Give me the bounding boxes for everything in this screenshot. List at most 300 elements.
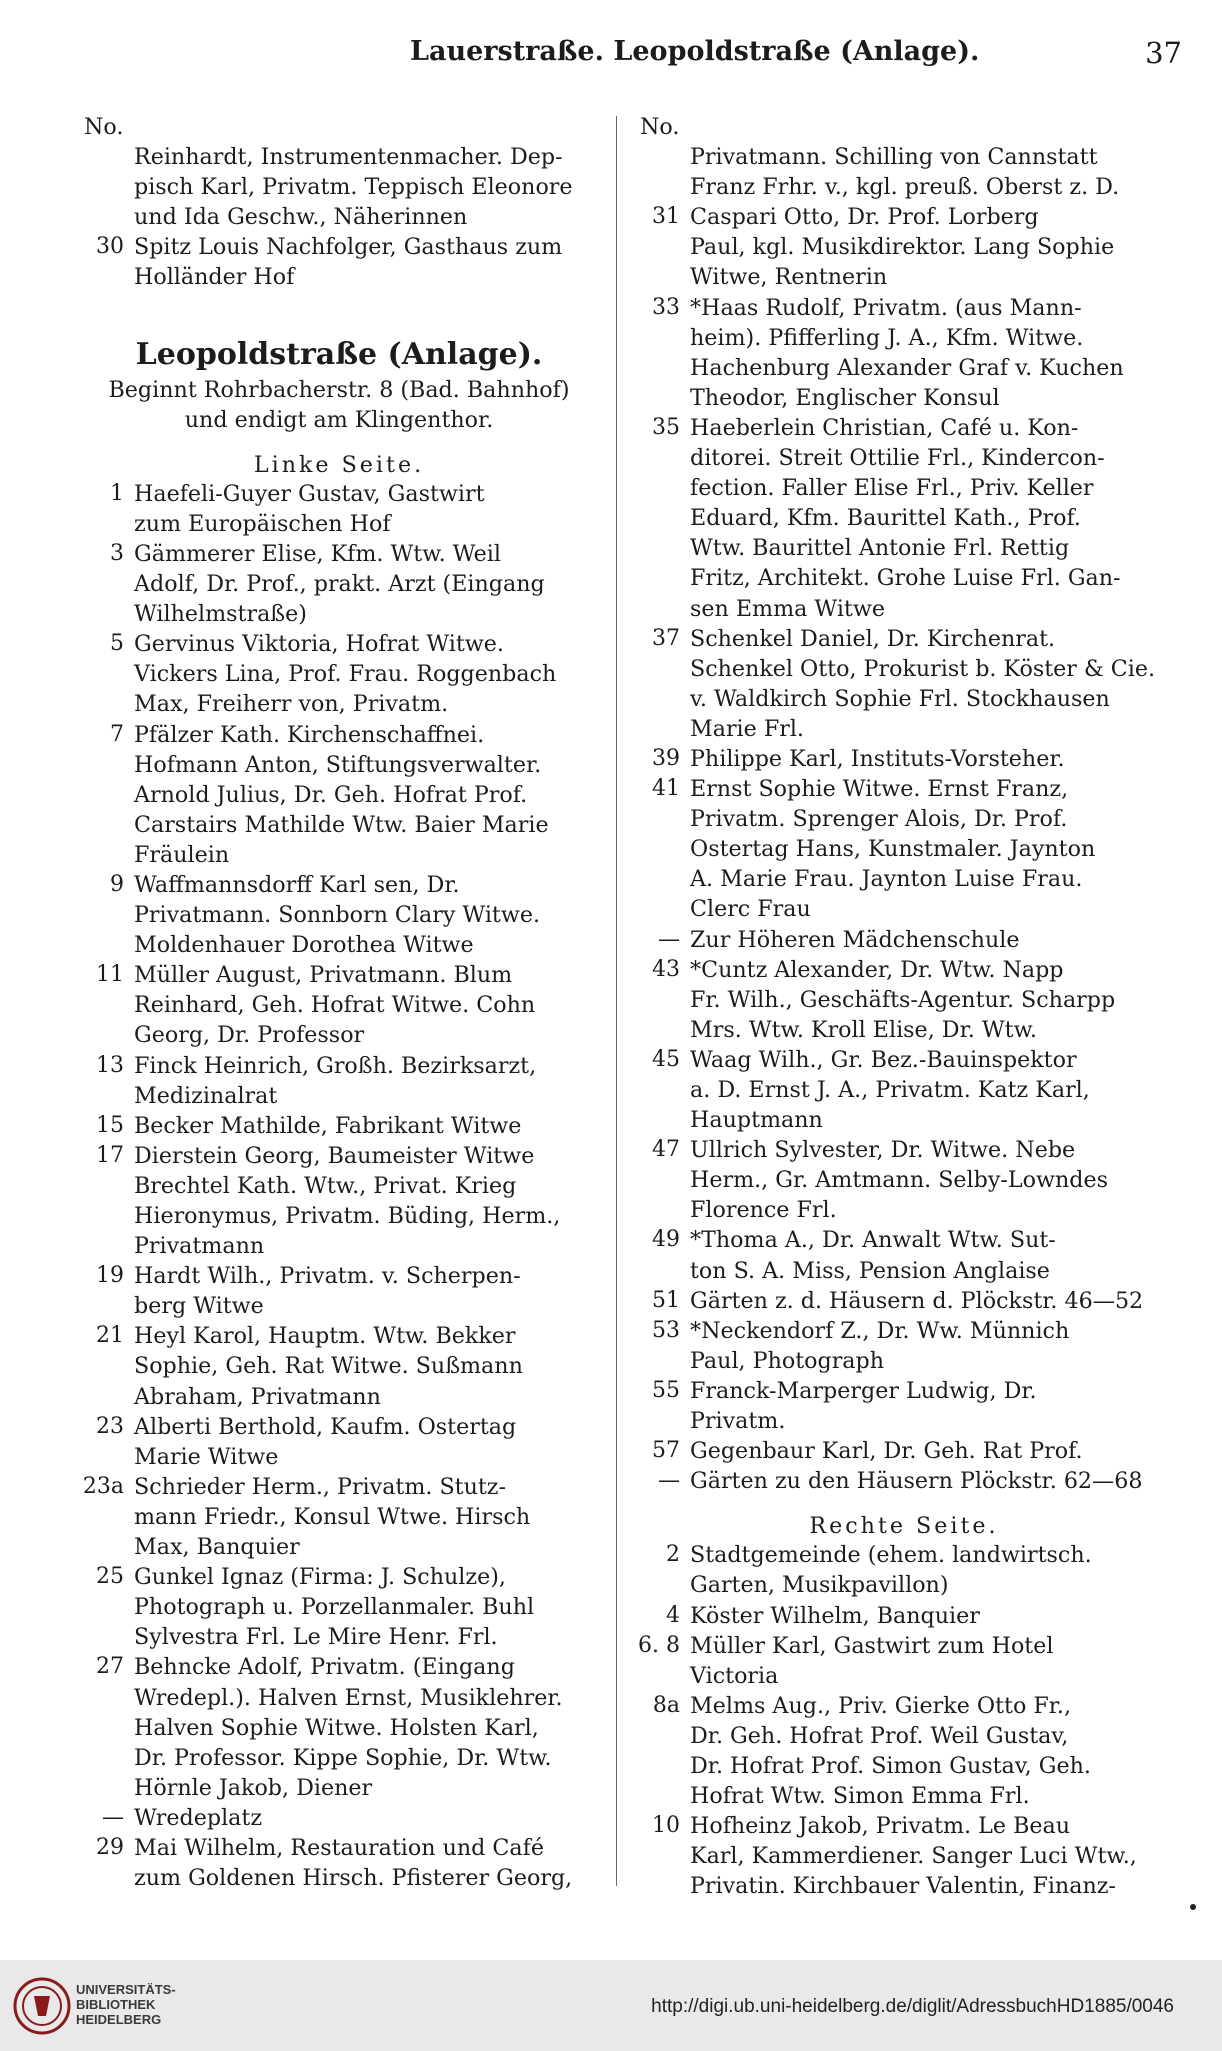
entry-text: Alberti Berthold, Kaufm. Ostertag bbox=[134, 1413, 517, 1440]
right-entries bbox=[634, 202, 1174, 1496]
entry-line bbox=[78, 870, 600, 900]
entry-line bbox=[634, 1781, 1174, 1811]
entry-text: Fräulein bbox=[134, 841, 230, 868]
address-entry bbox=[634, 744, 1174, 774]
entry-line bbox=[634, 1721, 1174, 1751]
entry-line bbox=[634, 1570, 1174, 1600]
entry-text: Spitz Louis Nachfolger, Gasthaus zum bbox=[134, 234, 563, 261]
entry-text: Köster Wilhelm, Banquier bbox=[690, 1602, 980, 1629]
entry-line bbox=[634, 744, 1174, 774]
entry-line bbox=[634, 1406, 1174, 1436]
library-line: BIBLIOTHEK bbox=[76, 1997, 156, 2012]
entry-line bbox=[78, 659, 600, 689]
entry-text: Gervinus Viktoria, Hofrat Witwe. bbox=[134, 631, 504, 658]
library-name bbox=[76, 1982, 176, 2027]
address-entry bbox=[634, 1436, 1174, 1466]
entry-line bbox=[634, 1316, 1174, 1346]
entry-text: Gunkel Ignaz (Firma: J. Schulze), bbox=[134, 1564, 506, 1591]
address-entry bbox=[634, 955, 1174, 1045]
entry-text: Arnold Julius, Dr. Geh. Hofrat Prof. bbox=[134, 781, 528, 808]
entry-line bbox=[634, 624, 1174, 654]
address-entry bbox=[78, 870, 600, 960]
entry-line bbox=[78, 1472, 600, 1502]
entry-text: Halven Sophie Witwe. Holsten Karl, bbox=[134, 1714, 539, 1741]
entry-text: Waag Wilh., Gr. Bez.-Bauinspektor bbox=[690, 1046, 1077, 1073]
house-number: 23a bbox=[82, 1473, 124, 1499]
entry-text: Sylvestra Frl. Le Mire Henr. Frl. bbox=[134, 1624, 498, 1651]
page-number: 37 bbox=[1145, 36, 1182, 70]
house-number: 7 bbox=[110, 721, 124, 747]
address-entry bbox=[78, 1803, 600, 1833]
entry-line bbox=[634, 864, 1174, 894]
right-column bbox=[634, 112, 1174, 1901]
entry-line bbox=[78, 1713, 600, 1743]
entry-line bbox=[634, 1540, 1174, 1570]
house-number: — bbox=[658, 1468, 680, 1494]
address-entry bbox=[634, 925, 1174, 955]
entry-text: Behncke Adolf, Privatm. (Eingang bbox=[134, 1654, 515, 1681]
entry-line bbox=[78, 479, 600, 509]
address-entry bbox=[634, 413, 1174, 624]
entry-text: Müller Karl, Gastwirt zum Hotel bbox=[690, 1632, 1054, 1659]
address-entry bbox=[78, 232, 600, 292]
entry-text: a. D. Ernst J. A., Privatm. Katz Karl, bbox=[690, 1077, 1090, 1103]
address-entry bbox=[78, 1141, 600, 1261]
entry-text: sen Emma Witwe bbox=[690, 595, 885, 622]
entry-line bbox=[634, 1871, 1174, 1901]
continuation-line bbox=[634, 142, 1174, 172]
address-entry bbox=[634, 624, 1174, 744]
address-entry bbox=[78, 1051, 600, 1111]
entry-line bbox=[78, 1351, 600, 1381]
entry-text: Carstairs Mathilde Wtw. Baier Marie bbox=[134, 811, 549, 838]
entry-line bbox=[634, 1015, 1174, 1045]
house-number: 35 bbox=[652, 414, 680, 440]
entry-text: Zur Höheren Mädchenschule bbox=[690, 926, 1020, 953]
entry-line bbox=[634, 323, 1174, 353]
right-entries-2 bbox=[634, 1540, 1174, 1901]
address-entry bbox=[78, 539, 600, 629]
entry-line bbox=[634, 1841, 1174, 1871]
entry-line bbox=[634, 1376, 1174, 1406]
entry-text: Ernst Sophie Witwe. Ernst Franz, bbox=[690, 776, 1069, 803]
entry-text: *Thoma A., Dr. Anwalt Wtw. Sut- bbox=[690, 1227, 1056, 1254]
entry-line bbox=[78, 1141, 600, 1171]
entry-text: Haefeli-Guyer Gustav, Gastwirt bbox=[134, 480, 485, 507]
entry-text: Heyl Karol, Hauptm. Wtw. Bekker bbox=[134, 1323, 516, 1350]
entry-text: Max, Freiherr von, Privatm. bbox=[134, 691, 449, 718]
entry-line bbox=[634, 1811, 1174, 1841]
entry-text: Hachenburg Alexander Graf v. Kuchen bbox=[690, 354, 1124, 381]
entry-line bbox=[634, 1225, 1174, 1255]
entry-line bbox=[634, 1195, 1174, 1225]
entry-line bbox=[634, 1256, 1174, 1286]
entry-text: Hofrat Wtw. Simon Emma Frl. bbox=[690, 1783, 1030, 1810]
entry-text: Victoria bbox=[690, 1662, 779, 1689]
intro-line: und endigt am Klingenthor. bbox=[184, 406, 494, 433]
entry-line bbox=[78, 1532, 600, 1562]
entry-line bbox=[78, 1171, 600, 1201]
entry-line bbox=[78, 750, 600, 780]
address-entry bbox=[634, 202, 1174, 292]
entry-text: Sophie, Geh. Rat Witwe. Sußmann bbox=[134, 1353, 523, 1380]
footer-bar bbox=[0, 1960, 1222, 2051]
house-number: 49 bbox=[652, 1227, 680, 1253]
house-number: 29 bbox=[96, 1834, 124, 1860]
entry-line bbox=[78, 1773, 600, 1803]
entry-text: Hofheinz Jakob, Privatm. Le Beau bbox=[690, 1813, 1071, 1840]
side-heading-left: Linke Seite. bbox=[253, 451, 425, 478]
entry-text: *Haas Rudolf, Privatm. (aus Mann- bbox=[690, 294, 1082, 321]
entry-line bbox=[634, 684, 1174, 714]
entry-line bbox=[634, 804, 1174, 834]
address-entry bbox=[634, 1601, 1174, 1631]
entry-line bbox=[634, 563, 1174, 593]
house-number: 19 bbox=[96, 1263, 124, 1289]
entry-line bbox=[78, 810, 600, 840]
entry-text: Karl, Kammerdiener. Sanger Luci Wtw., bbox=[690, 1843, 1137, 1870]
house-number: 37 bbox=[652, 625, 680, 651]
entry-line bbox=[634, 232, 1174, 262]
entry-text: Gegenbaur Karl, Dr. Geh. Rat Prof. bbox=[690, 1438, 1083, 1465]
house-number: 51 bbox=[652, 1287, 680, 1313]
entry-text: zum Goldenen Hirsch. Pfisterer Georg, bbox=[134, 1865, 573, 1892]
entry-text: Hieronymus, Privatm. Büding, Herm., bbox=[134, 1203, 561, 1229]
address-entry bbox=[78, 1833, 600, 1893]
entry-line bbox=[634, 353, 1174, 383]
entry-text: Garten, Musikpavillon) bbox=[690, 1572, 949, 1599]
entry-line bbox=[78, 1321, 600, 1351]
address-entry bbox=[634, 1691, 1174, 1811]
continuation-line bbox=[78, 172, 600, 202]
page-header bbox=[80, 36, 1182, 76]
entry-line bbox=[78, 262, 600, 292]
house-number: 1 bbox=[110, 480, 124, 506]
house-number: 23 bbox=[96, 1413, 124, 1439]
entry-line bbox=[78, 569, 600, 599]
entry-text: heim). Pfifferling J. A., Kfm. Witwe. bbox=[690, 324, 1084, 351]
entry-line bbox=[634, 1751, 1174, 1781]
entry-line bbox=[78, 1442, 600, 1472]
side-heading-right: Rechte Seite. bbox=[809, 1513, 999, 1540]
entry-text: Paul, Photograph bbox=[690, 1347, 885, 1374]
entry-text: Wilhelmstraße) bbox=[134, 601, 307, 628]
intro-line: Beginnt Rohrbacherstr. 8 (Bad. Bahnhof) bbox=[108, 376, 570, 403]
entry-text: Florence Frl. bbox=[690, 1197, 837, 1224]
entry-text: Franck-Marperger Ludwig, Dr. bbox=[690, 1377, 1037, 1404]
house-number: 4 bbox=[666, 1602, 680, 1628]
house-number: 31 bbox=[652, 204, 680, 230]
no-label: No. bbox=[640, 114, 680, 140]
address-entry bbox=[78, 1472, 600, 1562]
street-heading: Leopoldstraße (Anlage). bbox=[135, 336, 543, 372]
entry-text: Wredepl.). Halven Ernst, Musiklehrer. bbox=[134, 1684, 563, 1711]
address-entry bbox=[78, 960, 600, 1050]
entry-line bbox=[634, 925, 1174, 955]
entry-line bbox=[78, 1863, 600, 1893]
entry-line bbox=[634, 1135, 1174, 1165]
entry-text: A. Marie Frau. Jaynton Luise Frau. bbox=[690, 866, 1083, 893]
entry-text: Reinhard, Geh. Hofrat Witwe. Cohn bbox=[134, 992, 536, 1019]
house-number: 57 bbox=[652, 1438, 680, 1464]
entry-text: Wredeplatz bbox=[134, 1804, 263, 1831]
house-number: 8a bbox=[652, 1692, 680, 1718]
entry-line bbox=[634, 1691, 1174, 1721]
ink-speck bbox=[1190, 1904, 1196, 1910]
address-entry bbox=[78, 1562, 600, 1652]
entry-line bbox=[78, 1261, 600, 1291]
library-line: HEIDELBERG bbox=[76, 2012, 162, 2027]
address-entry bbox=[634, 293, 1174, 413]
entry-text: Clerc Frau bbox=[690, 896, 811, 923]
entry-text: Schenkel Daniel, Dr. Kirchenrat. bbox=[690, 625, 1056, 652]
entry-line bbox=[634, 774, 1174, 804]
house-number: 45 bbox=[652, 1046, 680, 1072]
line-text: Franz Frhr. v., kgl. preuß. Oberst z. D. bbox=[690, 174, 1120, 201]
entry-line bbox=[634, 1165, 1174, 1195]
entry-line bbox=[78, 1111, 600, 1141]
entry-text: Dierstein Georg, Baumeister Witwe bbox=[134, 1142, 535, 1169]
entry-text: Hofmann Anton, Stiftungsverwalter. bbox=[134, 751, 542, 778]
entry-text: Philippe Karl, Instituts-Vorsteher. bbox=[690, 745, 1065, 772]
entry-line bbox=[634, 202, 1174, 232]
entry-text: Max, Banquier bbox=[134, 1534, 300, 1561]
entry-text: Haeberlein Christian, Café u. Kon- bbox=[690, 414, 1079, 441]
entry-text: Abraham, Privatmann bbox=[134, 1383, 381, 1410]
house-number: 43 bbox=[652, 956, 680, 982]
entry-text: Caspari Otto, Dr. Prof. Lorberg bbox=[690, 204, 1039, 231]
entry-text: Schenkel Otto, Prokurist b. Köster & Cie. bbox=[690, 655, 1156, 682]
entry-text: Adolf, Dr. Prof., prakt. Arzt (Eingang bbox=[134, 571, 545, 598]
entry-text: Dr. Hofrat Prof. Simon Gustav, Geh. bbox=[690, 1752, 1091, 1779]
line-text: und Ida Geschw., Näherinnen bbox=[134, 204, 468, 231]
entry-text: Ullrich Sylvester, Dr. Witwe. Nebe bbox=[690, 1137, 1076, 1164]
entry-line bbox=[78, 629, 600, 659]
house-number: 47 bbox=[652, 1137, 680, 1163]
entry-text: ditorei. Streit Ottilie Frl., Kindercon- bbox=[690, 445, 1105, 472]
entry-line bbox=[634, 1601, 1174, 1631]
address-entry bbox=[634, 1316, 1174, 1376]
address-entry bbox=[634, 1376, 1174, 1436]
address-entry bbox=[634, 1540, 1174, 1600]
entry-text: Privatm. bbox=[690, 1408, 786, 1435]
house-number: 10 bbox=[652, 1813, 680, 1839]
address-entry bbox=[634, 1286, 1174, 1316]
entry-line bbox=[78, 840, 600, 870]
house-number: 13 bbox=[96, 1052, 124, 1078]
entry-line bbox=[78, 990, 600, 1020]
entry-text: Finck Heinrich, Großh. Bezirksarzt, bbox=[134, 1052, 537, 1079]
entry-line bbox=[78, 1652, 600, 1682]
entry-line bbox=[78, 1201, 600, 1231]
entry-line bbox=[78, 509, 600, 539]
entry-text: Eduard, Kfm. Baurittel Kath., Prof. bbox=[690, 505, 1081, 532]
house-number: 53 bbox=[652, 1317, 680, 1343]
entry-line bbox=[78, 1051, 600, 1081]
house-number: 55 bbox=[652, 1377, 680, 1403]
house-number: 33 bbox=[652, 294, 680, 320]
street-intro bbox=[78, 375, 600, 435]
entry-line bbox=[634, 1466, 1174, 1496]
entry-text: Becker Mathilde, Fabrikant Witwe bbox=[134, 1112, 522, 1139]
entry-text: mann Friedr., Konsul Wtwe. Hirsch bbox=[134, 1503, 531, 1530]
line-text: Reinhardt, Instrumentenmacher. Dep- bbox=[134, 144, 563, 171]
address-entry bbox=[634, 1466, 1174, 1496]
entry-line bbox=[634, 1286, 1174, 1316]
address-entry bbox=[78, 1111, 600, 1141]
entry-text: Marie Witwe bbox=[134, 1443, 279, 1470]
entry-line bbox=[78, 1412, 600, 1442]
library-seal-icon bbox=[12, 1976, 72, 2036]
entry-text: Privatm. Sprenger Alois, Dr. Prof. bbox=[690, 806, 1068, 833]
house-number: 3 bbox=[110, 540, 124, 566]
entry-text: zum Europäischen Hof bbox=[134, 510, 391, 537]
entry-text: Fritz, Architekt. Grohe Luise Frl. Gan- bbox=[690, 565, 1121, 592]
entry-line bbox=[634, 654, 1174, 684]
entry-line bbox=[634, 1631, 1174, 1661]
address-entry bbox=[634, 1135, 1174, 1225]
entry-line bbox=[78, 599, 600, 629]
entry-text: Gämmerer Elise, Kfm. Wtw. Weil bbox=[134, 540, 502, 567]
entry-30 bbox=[78, 232, 600, 292]
entry-text: Hauptmann bbox=[690, 1107, 823, 1134]
entry-line bbox=[78, 539, 600, 569]
entry-line bbox=[634, 293, 1174, 323]
entry-line bbox=[78, 960, 600, 990]
entry-text: Stadtgemeinde (ehem. landwirtsch. bbox=[690, 1542, 1092, 1569]
library-line: UNIVERSITÄTS- bbox=[76, 1982, 176, 1997]
entry-line bbox=[78, 1382, 600, 1412]
address-entry bbox=[634, 774, 1174, 924]
house-number: 17 bbox=[96, 1142, 124, 1168]
house-number: 5 bbox=[110, 631, 124, 657]
line-text: pisch Karl, Privatm. Teppisch Eleonore bbox=[134, 174, 573, 201]
entry-line bbox=[78, 1502, 600, 1532]
house-number: 11 bbox=[96, 962, 124, 988]
no-label: No. bbox=[84, 114, 124, 140]
house-number: 41 bbox=[652, 776, 680, 802]
entry-line bbox=[78, 1743, 600, 1773]
house-number: 15 bbox=[96, 1112, 124, 1138]
entry-text: Hardt Wilh., Privatm. v. Scherpen- bbox=[134, 1263, 521, 1290]
entry-line bbox=[78, 780, 600, 810]
house-number: 25 bbox=[96, 1564, 124, 1590]
left-top-lines bbox=[78, 142, 600, 232]
source-url[interactable]: http://digi.ub.uni-heidelberg.de/diglit/AdressbuchHD1885/0046 bbox=[651, 1996, 1174, 2017]
entry-line bbox=[634, 894, 1174, 924]
entry-text: Medizinalrat bbox=[134, 1082, 278, 1109]
address-entry bbox=[634, 1631, 1174, 1691]
entry-text: Müller August, Privatmann. Blum bbox=[134, 962, 513, 989]
line-text: Privatmann. Schilling von Cannstatt bbox=[690, 144, 1098, 171]
house-number: 2 bbox=[666, 1542, 680, 1568]
entry-text: Wtw. Baurittel Antonie Frl. Rettig bbox=[690, 535, 1070, 562]
entry-line bbox=[634, 413, 1174, 443]
house-number: 27 bbox=[96, 1654, 124, 1680]
entry-line bbox=[78, 1592, 600, 1622]
continuation-line bbox=[78, 202, 600, 232]
entry-line bbox=[634, 834, 1174, 864]
house-number: 39 bbox=[652, 745, 680, 771]
left-entries bbox=[78, 479, 600, 1893]
entry-line bbox=[78, 720, 600, 750]
entry-text: Witwe, Rentnerin bbox=[690, 264, 888, 291]
entry-line bbox=[78, 689, 600, 719]
entry-line bbox=[78, 1562, 600, 1592]
entry-text: ton S. A. Miss, Pension Anglaise bbox=[690, 1257, 1050, 1284]
address-entry bbox=[78, 1652, 600, 1802]
entry-text: Privatin. Kirchbauer Valentin, Finanz- bbox=[690, 1873, 1116, 1900]
address-entry bbox=[634, 1811, 1174, 1901]
continuation-line bbox=[634, 172, 1174, 202]
entry-text: Ostertag Hans, Kunstmaler. Jaynton bbox=[690, 836, 1096, 863]
house-number: 6. 8 bbox=[638, 1632, 680, 1658]
house-number: — bbox=[658, 926, 680, 952]
entry-line bbox=[78, 1622, 600, 1652]
entry-text: Herm., Gr. Amtmann. Selby-Lowndes bbox=[690, 1167, 1108, 1194]
entry-text: berg Witwe bbox=[134, 1293, 264, 1320]
address-entry bbox=[78, 479, 600, 539]
column-divider bbox=[616, 116, 617, 1886]
entry-text: Georg, Dr. Professor bbox=[134, 1022, 365, 1049]
continuation-line bbox=[78, 142, 600, 172]
address-entry bbox=[78, 1261, 600, 1321]
entry-line bbox=[78, 232, 600, 262]
entry-text: Fr. Wilh., Geschäfts-Agentur. Scharpp bbox=[690, 986, 1116, 1013]
entry-text: Dr. Professor. Kippe Sophie, Dr. Wtw. bbox=[134, 1744, 552, 1771]
entry-text: *Cuntz Alexander, Dr. Wtw. Napp bbox=[690, 956, 1064, 983]
entry-line bbox=[634, 383, 1174, 413]
house-number: 30 bbox=[96, 234, 124, 260]
address-entry bbox=[634, 1225, 1174, 1285]
address-entry bbox=[634, 1045, 1174, 1135]
entry-line bbox=[634, 955, 1174, 985]
entry-line bbox=[634, 503, 1174, 533]
left-column bbox=[78, 112, 600, 1893]
house-number: 21 bbox=[96, 1323, 124, 1349]
entry-text: Moldenhauer Dorothea Witwe bbox=[134, 932, 474, 959]
entry-text: *Neckendorf Z., Dr. Ww. Münnich bbox=[690, 1317, 1070, 1344]
entry-text: Melms Aug., Priv. Gierke Otto Fr., bbox=[690, 1692, 1072, 1719]
entry-line bbox=[78, 900, 600, 930]
entry-text: Gärten zu den Häusern Plöckstr. 62—68 bbox=[690, 1468, 1143, 1495]
entry-text: Photograph u. Porzellanmaler. Buhl bbox=[134, 1594, 535, 1621]
right-top-lines bbox=[634, 142, 1174, 202]
address-entry bbox=[78, 1412, 600, 1472]
entry-line bbox=[634, 533, 1174, 563]
entry-text: Gärten z. d. Häusern d. Plöckstr. 46—52 bbox=[690, 1287, 1144, 1314]
running-title: Lauerstraße. Leopoldstraße (Anlage). bbox=[410, 36, 980, 67]
entry-text: Dr. Geh. Hofrat Prof. Weil Gustav, bbox=[690, 1722, 1069, 1749]
entry-text: Paul, kgl. Musikdirektor. Lang Sophie bbox=[690, 234, 1115, 261]
entry-text: fection. Faller Elise Frl., Priv. Keller bbox=[690, 475, 1094, 502]
entry-line bbox=[634, 1075, 1174, 1105]
entry-line bbox=[78, 1833, 600, 1863]
entry-line bbox=[634, 473, 1174, 503]
entry-line bbox=[634, 262, 1174, 292]
entry-line bbox=[634, 594, 1174, 624]
entry-line bbox=[634, 1105, 1174, 1135]
entry-text: Marie Frl. bbox=[690, 715, 804, 742]
entry-text: Mrs. Wtw. Kroll Elise, Dr. Wtw. bbox=[690, 1016, 1037, 1043]
entry-line bbox=[78, 1020, 600, 1050]
entry-line bbox=[634, 714, 1174, 744]
entry-text: Theodor, Englischer Konsul bbox=[690, 384, 1000, 411]
entry-text: Privatmann. Sonnborn Clary Witwe. bbox=[134, 902, 541, 929]
entry-text: Vickers Lina, Prof. Frau. Roggenbach bbox=[134, 661, 557, 688]
entry-text: Waffmannsdorff Karl sen, Dr. bbox=[134, 871, 460, 898]
entry-line bbox=[78, 1803, 600, 1833]
